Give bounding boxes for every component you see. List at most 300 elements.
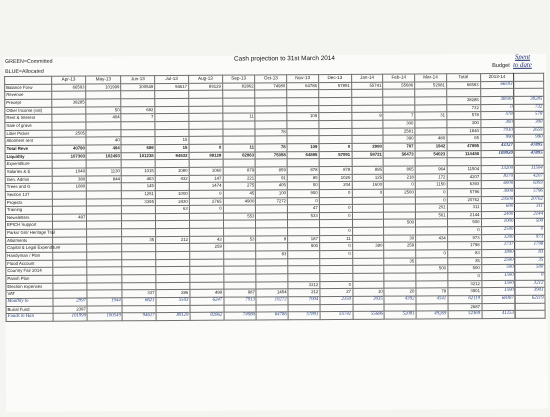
table-cell bbox=[514, 89, 544, 97]
row-label: Expenditure bbox=[5, 160, 52, 168]
row-label: Parish Plan bbox=[6, 275, 53, 283]
table-cell bbox=[352, 281, 384, 289]
table-cell bbox=[223, 228, 256, 236]
table-cell: 38285 bbox=[446, 97, 480, 105]
table-cell: 38500 bbox=[480, 96, 514, 104]
table-cell: 1454 bbox=[256, 289, 288, 297]
table-cell bbox=[156, 267, 190, 275]
table-cell: 23500 bbox=[481, 196, 515, 204]
table-cell: 58721 bbox=[352, 151, 384, 159]
table-cell: 2500 bbox=[384, 189, 416, 197]
table-cell: 494 bbox=[86, 145, 121, 153]
table-cell bbox=[415, 120, 447, 128]
column-header: Total bbox=[446, 74, 480, 82]
table-cell: 82862 bbox=[190, 313, 224, 321]
table-cell: 78 bbox=[255, 144, 287, 152]
table-cell: 49269 bbox=[416, 311, 448, 319]
table-cell bbox=[156, 244, 190, 252]
table-cell: 1015 bbox=[121, 167, 155, 175]
column-header bbox=[514, 73, 544, 81]
table-cell bbox=[223, 259, 256, 267]
table-cell bbox=[189, 113, 223, 121]
table-cell: 13200 bbox=[481, 165, 515, 173]
column-header: Oct-13 bbox=[255, 75, 287, 83]
table-cell: 1737 bbox=[481, 242, 515, 250]
table-cell: 405 bbox=[256, 182, 288, 190]
table-cell bbox=[352, 273, 384, 281]
table-cell: 311 bbox=[515, 203, 545, 211]
table-cell bbox=[222, 90, 255, 98]
table-cell: 3212 bbox=[448, 280, 482, 288]
table-cell: 259 bbox=[384, 242, 416, 250]
budget-note: Budget bbox=[492, 62, 510, 70]
table-cell bbox=[224, 274, 257, 282]
table-cell bbox=[319, 136, 352, 144]
row-label: EPICH Support bbox=[6, 222, 53, 230]
column-header: Jul-13 bbox=[155, 75, 189, 83]
table-cell bbox=[155, 160, 189, 168]
table-cell bbox=[222, 106, 255, 114]
row-label: Training bbox=[5, 206, 52, 214]
table-cell bbox=[383, 89, 415, 97]
table-cell: 0 bbox=[352, 189, 384, 197]
table-cell: 463 bbox=[121, 175, 155, 183]
row-label: Revenue bbox=[5, 92, 52, 100]
table-cell bbox=[383, 97, 415, 105]
table-cell bbox=[255, 98, 287, 106]
row-label: Allotment rent bbox=[5, 137, 52, 145]
column-header: Dec-13 bbox=[318, 74, 351, 82]
table-cell: 0 bbox=[384, 181, 416, 189]
table-cell: 844 bbox=[87, 175, 122, 183]
table-cell bbox=[256, 243, 288, 251]
row-label: Salaries & E bbox=[5, 168, 52, 176]
table-cell: 35 bbox=[515, 257, 545, 265]
table-cell: 7004 bbox=[288, 297, 320, 305]
table-cell: 15 bbox=[155, 137, 189, 145]
table-cell: 20762 bbox=[515, 196, 545, 204]
table-cell: 75058 bbox=[256, 151, 288, 159]
table-cell bbox=[122, 275, 156, 283]
table-cell: 11504 bbox=[514, 165, 544, 173]
table-cell: 66593 bbox=[446, 81, 480, 89]
column-header: Jun-13 bbox=[121, 76, 155, 84]
table-cell: 0 bbox=[448, 273, 482, 281]
table-cell: 600 bbox=[481, 204, 515, 212]
table-cell: 787 bbox=[383, 143, 415, 151]
table-cell bbox=[223, 205, 256, 213]
table-cell bbox=[52, 160, 87, 168]
row-label: Litter Picker bbox=[5, 130, 52, 138]
table-cell: 732 bbox=[447, 104, 481, 112]
table-cell bbox=[288, 304, 320, 312]
to-date-note: to date bbox=[513, 61, 532, 69]
table-cell bbox=[52, 260, 87, 268]
table-cell bbox=[320, 304, 353, 312]
table-cell bbox=[353, 304, 385, 312]
column-header: Sep-13 bbox=[222, 75, 255, 83]
table-cell bbox=[256, 304, 288, 312]
table-cell: 101999 bbox=[86, 83, 121, 91]
sheet-title: Cash projection to 31st March 2014 bbox=[233, 54, 335, 63]
table-cell bbox=[383, 105, 415, 113]
table-cell bbox=[122, 229, 156, 237]
legend-allocated: BLUE=Allocated bbox=[5, 68, 44, 75]
table-cell: 1500 bbox=[481, 272, 515, 280]
table-cell bbox=[156, 274, 190, 282]
table-cell: 0 bbox=[320, 281, 353, 289]
table-cell: 68387 bbox=[481, 295, 515, 303]
table-cell: 990 bbox=[481, 135, 515, 143]
table-cell bbox=[415, 97, 447, 105]
table-cell: 74980 bbox=[255, 82, 287, 90]
table-cell bbox=[415, 127, 447, 135]
table-cell: 0 bbox=[319, 205, 352, 213]
table-cell bbox=[189, 98, 223, 106]
table-cell bbox=[155, 121, 189, 129]
table-cell: 2980 bbox=[352, 143, 384, 151]
table-cell: 63 bbox=[155, 206, 189, 214]
table-cell bbox=[287, 121, 319, 129]
table-cell bbox=[52, 221, 87, 229]
table-cell bbox=[155, 91, 189, 99]
table-cell bbox=[287, 105, 319, 113]
table-cell bbox=[121, 129, 155, 137]
table-cell bbox=[122, 282, 156, 290]
table-cell: 89129 bbox=[189, 83, 223, 91]
table-cell: 66593 bbox=[51, 84, 86, 92]
row-label: VAT bbox=[6, 291, 53, 299]
table-cell bbox=[122, 244, 156, 252]
table-cell: 1840 bbox=[447, 127, 481, 135]
table-cell bbox=[121, 99, 155, 107]
table-cell bbox=[189, 136, 223, 144]
table-cell: 0 bbox=[288, 197, 320, 205]
table-cell: 1200 bbox=[481, 234, 515, 242]
row-label: Other Income (vat) bbox=[5, 107, 52, 115]
table-cell: 45 bbox=[223, 190, 256, 198]
table-cell bbox=[352, 197, 384, 205]
table-cell bbox=[416, 303, 448, 311]
table-cell: 2430 bbox=[155, 198, 189, 206]
table-cell: 82862 bbox=[222, 83, 255, 91]
column-header: May-13 bbox=[86, 76, 121, 84]
table-cell bbox=[122, 206, 156, 214]
table-cell: 4541 bbox=[416, 296, 448, 304]
table-cell bbox=[255, 105, 287, 113]
table-cell bbox=[256, 220, 288, 228]
table-cell: 879 bbox=[223, 167, 256, 175]
table-cell: 57891 bbox=[288, 312, 320, 320]
table-cell bbox=[416, 242, 448, 250]
table-cell: 300 bbox=[514, 119, 544, 127]
table-cell bbox=[255, 136, 287, 144]
table-cell bbox=[223, 129, 256, 137]
table-cell: 6247 bbox=[190, 297, 224, 305]
table-cell: 107383 bbox=[52, 153, 87, 161]
table-cell: 7 bbox=[383, 112, 415, 120]
table-cell bbox=[320, 266, 353, 274]
table-cell bbox=[121, 122, 155, 130]
table-cell bbox=[223, 121, 256, 129]
table-cell: 2997 bbox=[52, 298, 87, 306]
table-cell bbox=[319, 113, 352, 121]
spreadsheet-sheet bbox=[4, 54, 548, 412]
table-cell: 83 bbox=[515, 249, 545, 257]
column-header: Feb-14 bbox=[383, 74, 415, 82]
table-cell bbox=[319, 90, 352, 98]
table-cell: 300 bbox=[447, 120, 481, 128]
table-cell bbox=[121, 91, 155, 99]
table-cell: 1150 bbox=[415, 181, 447, 189]
table-cell: 259 bbox=[190, 244, 224, 252]
table-cell bbox=[256, 259, 288, 267]
table-cell: 1130 bbox=[87, 168, 122, 176]
table-cell bbox=[352, 212, 384, 220]
table-cell: 0 bbox=[189, 190, 223, 198]
table-cell: 125 bbox=[352, 174, 384, 182]
table-cell: 311 bbox=[447, 204, 481, 212]
table-cell: 2687 bbox=[448, 303, 482, 311]
table-cell bbox=[122, 252, 156, 260]
table-cell bbox=[319, 105, 352, 113]
table-cell: 337 bbox=[122, 290, 156, 298]
table-body bbox=[5, 73, 545, 321]
column-header: Jan-14 bbox=[351, 74, 383, 82]
table-cell: 3000 bbox=[481, 188, 515, 196]
table-cell bbox=[51, 122, 86, 130]
table-cell bbox=[52, 229, 87, 237]
table-cell: 1600 bbox=[352, 181, 384, 189]
table-cell: 1060 bbox=[189, 167, 223, 175]
table-cell: 55686 bbox=[353, 312, 385, 320]
table-cell: 5796 bbox=[447, 188, 481, 196]
table-cell: 27 bbox=[320, 289, 353, 297]
table-cell bbox=[384, 304, 416, 312]
table-cell bbox=[352, 220, 384, 228]
table-cell: 0 bbox=[319, 189, 352, 197]
row-label: Capital & Legal Expenditure bbox=[6, 245, 53, 253]
table-cell bbox=[155, 98, 189, 106]
table-cell: 0 bbox=[480, 104, 514, 112]
table-cell bbox=[514, 157, 544, 165]
table-cell bbox=[415, 158, 447, 166]
table-cell: 212 bbox=[156, 236, 190, 244]
table-cell: 11 bbox=[223, 144, 256, 152]
table-cell: 74980 bbox=[224, 312, 257, 320]
table-cell: 682 bbox=[121, 106, 155, 114]
table-cell bbox=[352, 204, 384, 212]
table-cell: 2144 bbox=[447, 211, 481, 219]
table-cell: 11 bbox=[319, 235, 352, 243]
table-cell bbox=[52, 290, 87, 298]
table-cell: 0 bbox=[319, 228, 352, 236]
table-cell bbox=[515, 303, 545, 311]
table-cell: 578 bbox=[447, 112, 481, 120]
table-cell: 7 bbox=[121, 114, 155, 122]
table-cell bbox=[415, 104, 447, 112]
table-cell: 40790 bbox=[52, 145, 87, 153]
table-cell: 101238 bbox=[121, 152, 155, 160]
table-cell: 3212 bbox=[515, 280, 545, 288]
table-cell: 10272 bbox=[256, 297, 288, 305]
table-cell: 499 bbox=[190, 290, 224, 298]
table-cell: 94632 bbox=[155, 152, 189, 160]
table-cell bbox=[514, 81, 544, 89]
table-cell: 8170 bbox=[481, 173, 515, 181]
table-cell bbox=[515, 311, 545, 319]
table-cell: 1026 bbox=[319, 174, 352, 182]
table-cell bbox=[319, 220, 352, 228]
table-cell: 1080 bbox=[52, 183, 87, 191]
table-cell bbox=[384, 227, 416, 235]
table-cell: 204 bbox=[319, 182, 352, 190]
table-cell: 109 bbox=[287, 113, 319, 121]
table-cell bbox=[256, 228, 288, 236]
table-cell bbox=[287, 128, 319, 136]
table-cell bbox=[156, 259, 190, 267]
table-cell bbox=[122, 267, 156, 275]
table-cell: 500 bbox=[515, 219, 545, 227]
table-cell bbox=[288, 220, 320, 228]
table-cell bbox=[223, 136, 256, 144]
table-cell: 732 bbox=[514, 104, 544, 112]
table-cell: 4207 bbox=[447, 173, 481, 181]
table-cell: 47895 bbox=[447, 142, 481, 150]
table-cell bbox=[190, 274, 224, 282]
table-cell bbox=[255, 121, 287, 129]
table-cell bbox=[52, 198, 87, 206]
table-cell bbox=[287, 98, 319, 106]
table-cell: 40 bbox=[86, 137, 121, 145]
row-label: Newsletters bbox=[5, 214, 52, 222]
table-cell bbox=[255, 113, 287, 121]
table-cell bbox=[122, 213, 156, 221]
table-cell bbox=[352, 135, 384, 143]
table-cell: 100 bbox=[256, 190, 288, 198]
table-cell: 1798 bbox=[447, 242, 481, 250]
table-cell: 52081 bbox=[384, 311, 416, 319]
table-cell bbox=[52, 237, 87, 245]
table-cell: 2144 bbox=[515, 211, 545, 219]
table-cell: 561 bbox=[415, 212, 447, 220]
table-cell bbox=[352, 250, 384, 258]
table-cell: 54023 bbox=[415, 150, 447, 158]
table-cell: 900 bbox=[287, 189, 319, 197]
table-cell: 1080 bbox=[155, 167, 189, 175]
table-cell: 35 bbox=[122, 236, 156, 244]
table-cell: 66593 bbox=[480, 81, 514, 89]
table-cell: 500 bbox=[515, 265, 545, 273]
table-cell bbox=[155, 183, 189, 191]
table-cell: 4900 bbox=[223, 197, 256, 205]
table-cell: 500 bbox=[447, 219, 481, 227]
table-cell: 5503 bbox=[156, 297, 190, 305]
table-cell bbox=[256, 274, 288, 282]
table-cell: 2500 bbox=[481, 257, 515, 265]
table-cell: 64895 bbox=[287, 151, 319, 159]
row-label: Projects bbox=[5, 199, 52, 207]
table-cell: 47895 bbox=[514, 150, 544, 158]
table-cell: 62119 bbox=[515, 295, 545, 303]
table-cell: 2150 bbox=[320, 296, 353, 304]
table-cell: 434 bbox=[416, 235, 448, 243]
table-cell bbox=[224, 305, 257, 313]
row-label: Trees and G bbox=[5, 183, 52, 191]
table-cell: 500 bbox=[416, 265, 448, 273]
table-cell bbox=[446, 89, 480, 97]
row-label: Total Reve bbox=[5, 145, 52, 153]
table-cell: 0 bbox=[319, 243, 352, 251]
table-cell bbox=[189, 121, 223, 129]
table-cell: 859 bbox=[256, 167, 288, 175]
table-cell: 4392 bbox=[384, 296, 416, 304]
table-cell bbox=[156, 228, 190, 236]
table-cell: 500 bbox=[384, 219, 416, 227]
table-cell: 3395 bbox=[122, 198, 156, 206]
table-cell: 964 bbox=[415, 166, 447, 174]
table-cell bbox=[222, 98, 255, 106]
table-cell bbox=[223, 251, 256, 259]
table-cell: 390 bbox=[383, 135, 415, 143]
table-cell bbox=[256, 213, 288, 221]
table-cell: 57891 bbox=[319, 82, 352, 90]
table-cell: 1474 bbox=[189, 182, 223, 190]
table-cell: 1040 bbox=[52, 168, 87, 176]
table-cell bbox=[319, 159, 352, 167]
table-cell: 497 bbox=[52, 214, 87, 222]
table-cell: 0 bbox=[447, 227, 481, 235]
table-cell: 5796 bbox=[515, 188, 545, 196]
table-cell: 78 bbox=[416, 288, 448, 296]
table-cell: 878 bbox=[319, 166, 352, 174]
table-cell bbox=[52, 275, 87, 283]
table-cell bbox=[189, 159, 223, 167]
table-cell bbox=[256, 205, 288, 213]
table-cell bbox=[481, 158, 515, 166]
table-cell: 0 bbox=[515, 226, 545, 234]
table-cell: 1500 bbox=[481, 280, 515, 288]
cash-projection-table bbox=[4, 73, 545, 322]
table-cell: 147 bbox=[189, 175, 223, 183]
table-cell: 380 bbox=[52, 176, 87, 184]
table-cell: 35 bbox=[384, 258, 416, 266]
table-cell bbox=[52, 283, 87, 291]
table-cell bbox=[189, 221, 223, 229]
table-cell: 990 bbox=[514, 134, 544, 142]
table-cell: 109 bbox=[287, 143, 319, 151]
table-cell bbox=[351, 89, 383, 97]
table-cell bbox=[190, 267, 224, 275]
column-header: Aug-13 bbox=[188, 75, 222, 83]
table-cell: 7913 bbox=[224, 297, 257, 305]
table-cell bbox=[384, 281, 416, 289]
table-cell bbox=[288, 266, 320, 274]
table-cell bbox=[256, 266, 288, 274]
table-cell: 2765 bbox=[189, 198, 223, 206]
table-cell bbox=[52, 206, 87, 214]
table-cell bbox=[256, 281, 288, 289]
table-cell: 6621 bbox=[122, 298, 156, 306]
table-cell bbox=[189, 213, 223, 221]
table-cell: 500 bbox=[447, 265, 481, 273]
table-cell: 2581 bbox=[383, 128, 415, 136]
table-cell: 85 bbox=[287, 174, 319, 182]
table-cell bbox=[319, 128, 352, 136]
table-cell: 53 bbox=[223, 236, 256, 244]
table-cell bbox=[320, 258, 353, 266]
table-cell: 94617 bbox=[155, 83, 189, 91]
